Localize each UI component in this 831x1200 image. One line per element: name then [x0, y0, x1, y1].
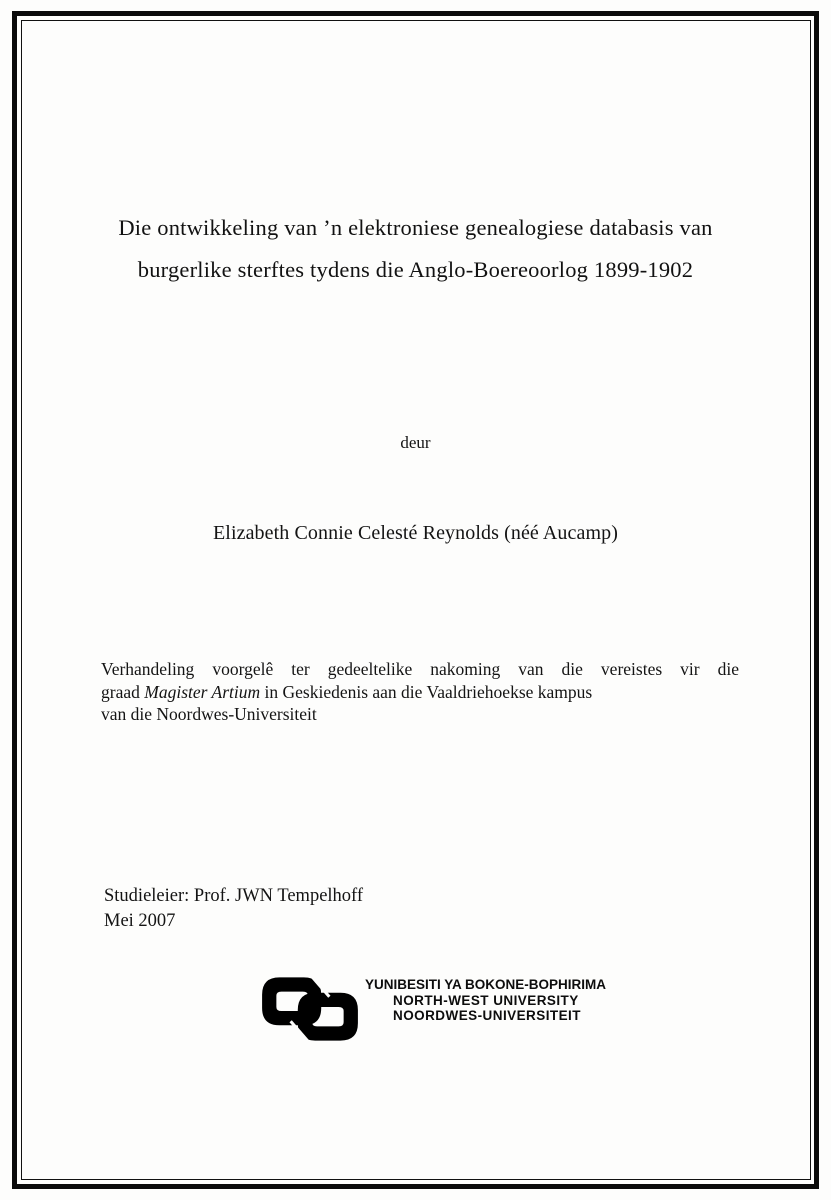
- degree-name: Magister Artium: [144, 681, 261, 702]
- author-name: Elizabeth Connie Celesté Reynolds (néé Aucamp): [212, 522, 619, 544]
- byline-label: deur: [400, 433, 431, 452]
- thesis-title-line2: burgerlike sterftes tydens die Anglo-Boereoorlog 1899-1902: [137, 257, 694, 282]
- submission-line2-prefix: graad: [101, 681, 145, 702]
- supervisor-line: Studieleier: Prof. JWN Tempelhoff: [104, 886, 364, 906]
- submission-line2: [101, 681, 739, 704]
- thesis-title-line1: Die ontwikkeling van ’n elektroniese genealogiese databasis van: [118, 215, 713, 240]
- thesis-title: [60, 207, 771, 291]
- logo-text-english: NORTH-WEST UNIVERSITY: [393, 992, 579, 1008]
- logo-text-setswana: YUNIBESITI YA BOKONE-BOPHIRIMA: [365, 977, 607, 992]
- university-logo-text: [365, 977, 606, 1024]
- university-logo: [257, 968, 606, 1047]
- submission-line2-suffix: in Geskiedenis aan die Vaaldriehoekse kampus: [260, 681, 593, 702]
- submission-line1: Verhandeling voorgelê ter gedeeltelike nakoming van die vereistes vir die: [101, 659, 739, 679]
- date-line: Mei 2007: [104, 911, 176, 931]
- logo-text-afrikaans: NOORDWES-UNIVERSITEIT: [393, 1008, 581, 1023]
- supervisor-block: [104, 884, 363, 934]
- nwu-logo-icon: [257, 971, 363, 1047]
- submission-statement: [101, 658, 739, 726]
- submission-line3: van die Noordwes-Universiteit: [101, 704, 317, 724]
